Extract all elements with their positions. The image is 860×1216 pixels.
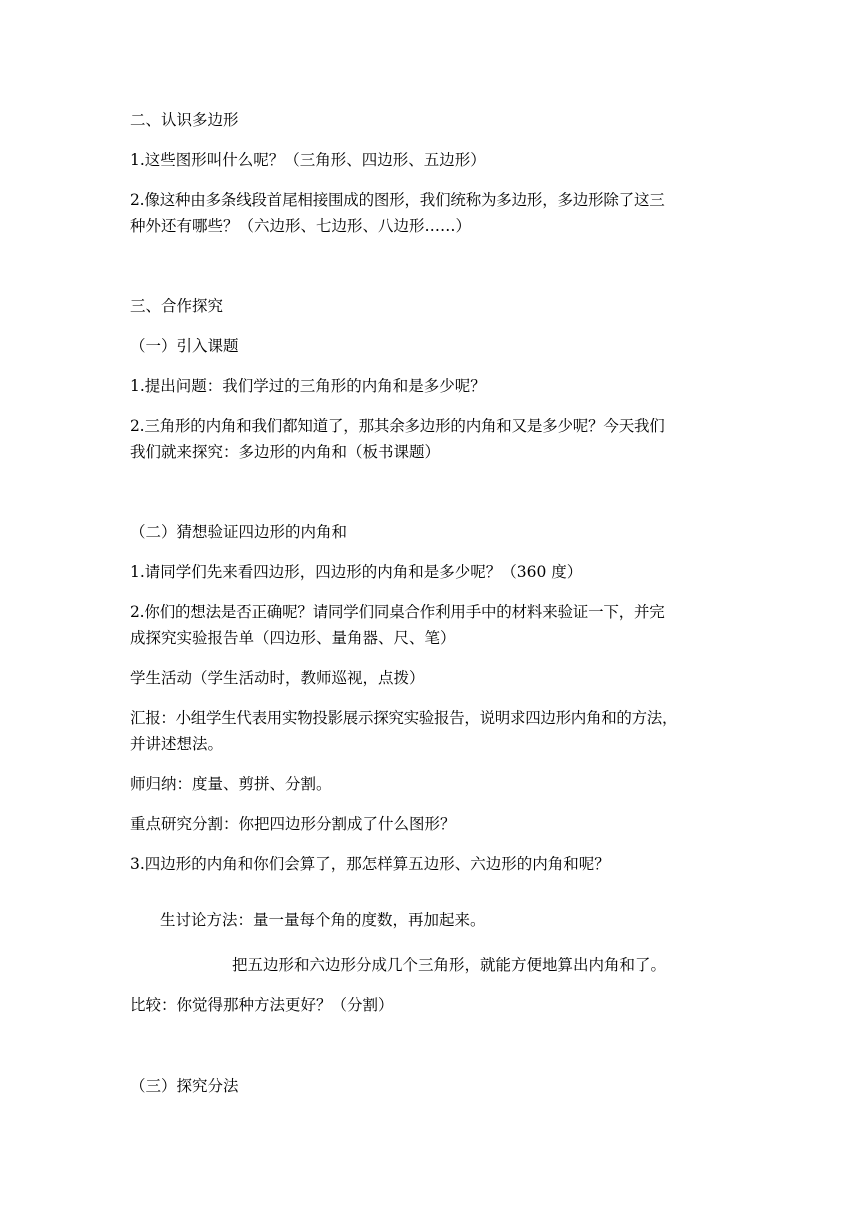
subsection-heading-quadrilateral: （二）猜想验证四边形的内角和 [130, 523, 348, 541]
question-verify-line1: 2.你们的想法是否正确呢？请同学们同桌合作利用手中的材料来验证一下，并完 [130, 603, 665, 621]
question-shape-names: 1.这些图形叫什么呢？（三角形、四边形、五边形） [130, 151, 486, 169]
section-heading-cooperative-inquiry: 三、合作探究 [130, 297, 224, 315]
question-pentagon-hexagon: 3.四边形的内角和你们会算了，那怎样算五边形、六边形的内角和呢？ [130, 855, 610, 873]
question-other-angle-sums-line1: 2.三角形的内角和我们都知道了，那其余多边形的内角和又是多少呢？今天我们 [130, 417, 665, 435]
section-heading-recognize-polygons: 二、认识多边形 [130, 111, 239, 129]
report-line2: 并讲述想法。 [130, 735, 224, 753]
question-quadrilateral-sum: 1.请同学们先来看四边形，四边形的内角和是多少呢？（360 度） [130, 563, 583, 581]
question-verify-line2: 成探究实验报告单（四边形、量角器、尺、笔） [130, 629, 456, 647]
question-triangle-angle-sum: 1.提出问题：我们学过的三角形的内角和是多少呢？ [130, 377, 486, 395]
question-other-angle-sums-line2: 我们就来探究：多边形的内角和（板书课题） [130, 443, 441, 461]
report-line1: 汇报：小组学生代表用实物投影展示探究实验报告，说明求四边形内角和的方法， [130, 709, 678, 727]
comparison-question: 比较：你觉得那种方法更好？（分割） [130, 996, 394, 1014]
subsection-heading-introduce-topic: （一）引入课题 [130, 337, 239, 355]
student-activity: 学生活动（学生活动时，教师巡视，点拨） [130, 669, 425, 687]
teacher-summary: 师归纳：度量、剪拼、分割。 [130, 775, 332, 793]
question-other-polygons-line1: 2.像这种由多条线段首尾相接围成的图形，我们统称为多边形，多边形除了这三 [130, 191, 665, 209]
question-other-polygons-line2: 种外还有哪些？（六边形、七边形、八边形……） [130, 217, 472, 235]
focus-division: 重点研究分割：你把四边形分割成了什么图形？ [130, 815, 456, 833]
discussion-method-divide: 把五边形和六边形分成几个三角形，就能方便地算出内角和了。 [232, 956, 667, 974]
subsection-heading-explore-division: （三）探究分法 [130, 1077, 239, 1095]
discussion-method-measure: 生讨论方法：量一量每个角的度数，再加起来。 [160, 911, 486, 929]
